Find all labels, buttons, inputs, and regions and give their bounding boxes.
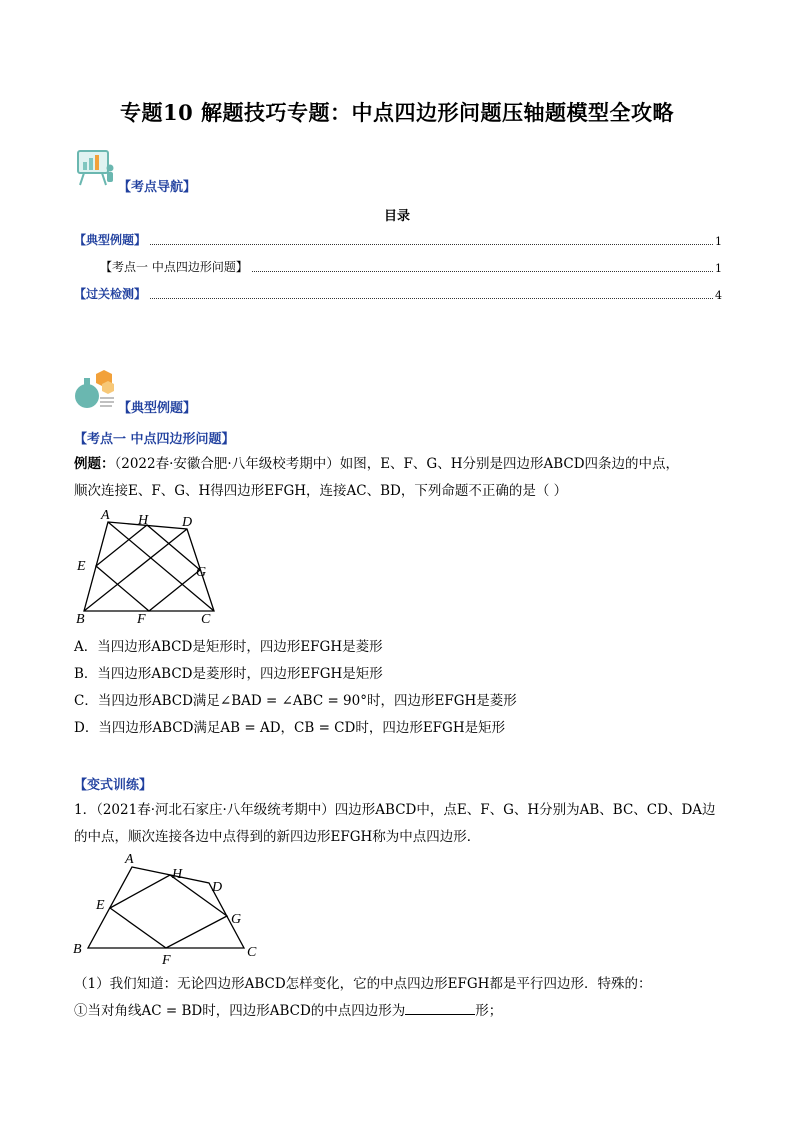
label-c: C xyxy=(247,945,257,960)
toc-leader xyxy=(150,298,713,299)
example-line-1 xyxy=(74,455,679,473)
label-h: H xyxy=(172,867,183,882)
quad-efgh xyxy=(96,525,200,611)
label-g: G xyxy=(196,565,207,580)
toc-entry-review[interactable] xyxy=(74,286,722,302)
toc-label: 【典型例题】 xyxy=(74,233,147,247)
option-a[interactable]: A．当四边形ABCD是矩形时，四边形EFGH是菱形 xyxy=(74,639,383,655)
toc-label: 【过关检测】 xyxy=(74,287,147,301)
toc-page: 1 xyxy=(715,262,722,275)
label-g: G xyxy=(231,912,242,927)
sub-2-prefix: ①当对角线AC = BD时，四边形ABCD的中点四边形为 xyxy=(74,1003,406,1019)
label-d: D xyxy=(182,515,193,530)
problem-1-sub-2 xyxy=(74,1002,502,1020)
whiteboard-icon xyxy=(74,148,116,188)
label-b: B xyxy=(73,942,82,957)
quad-abcd xyxy=(84,522,214,611)
toc-label: 【考点一 中点四边形问题】 xyxy=(100,260,248,274)
option-c[interactable]: C．当四边形ABCD满足∠BAD = ∠ABC = 90°时，四边形EFGH是菱形 xyxy=(74,693,517,709)
label-e: E xyxy=(77,559,86,574)
toc-page: 1 xyxy=(715,235,722,248)
problem-1-line-1: 1．（2021春·河北石家庄·八年级统考期中）四边形ABCD中，点E、F、G、H分别为AB、BC、CD、DA边 xyxy=(74,802,716,818)
variant-heading: 【变式训练】 xyxy=(74,778,153,793)
toc-leader xyxy=(252,271,713,272)
option-d[interactable]: D．当四边形ABCD满足AB = AD，CB = CD时，四边形EFGH是矩形 xyxy=(74,720,506,736)
label-f: F xyxy=(162,953,171,966)
toc-title: 目录 xyxy=(383,209,410,224)
problem-1-line-2: 的中点，顺次连接各边中点得到的新四边形EFGH称为中点四边形． xyxy=(74,829,481,845)
label-h: H xyxy=(138,513,149,528)
option-b[interactable]: B．当四边形ABCD是菱形时，四边形EFGH是矩形 xyxy=(74,666,383,682)
example-line-2: 顺次连接E、F、G、H得四边形EFGH，连接AC、BD，下列命题不正确的是（ ） xyxy=(74,483,568,499)
example-text: （2022春·安徽合肥·八年级校考期中）如图，E、F、G、H分别是四边形ABCD四条边的中点， xyxy=(114,456,680,472)
nav-heading: 【考点导航】 xyxy=(118,180,197,195)
page-title: 专题10 解题技巧专题：中点四边形问题压轴题模型全攻略 xyxy=(119,100,675,125)
toc-entry-topic-one[interactable] xyxy=(100,259,722,275)
figure-quadrilateral-1 xyxy=(70,505,230,630)
label-f: F xyxy=(137,612,146,627)
flask-icon xyxy=(72,370,116,412)
toc-entry-examples[interactable] xyxy=(74,232,722,248)
label-b: B xyxy=(76,612,85,627)
example-label: 例题： xyxy=(74,456,115,472)
label-a: A xyxy=(125,852,134,867)
label-c: C xyxy=(201,612,211,627)
label-a: A xyxy=(101,508,110,523)
quad-efgh xyxy=(110,875,227,948)
toc-page: 4 xyxy=(715,289,722,302)
toc-leader xyxy=(150,244,713,245)
answer-blank[interactable] xyxy=(405,1002,475,1015)
figure-quadrilateral-2 xyxy=(68,848,268,966)
topic-heading: 【考点一 中点四边形问题】 xyxy=(74,432,235,447)
sub-2-suffix: 形； xyxy=(475,1003,503,1019)
problem-1-sub-1: （1）我们知道：无论四边形ABCD怎样变化，它的中点四边形EFGH都是平行四边形．特殊的： xyxy=(74,976,652,992)
examples-heading: 【典型例题】 xyxy=(118,401,197,416)
label-e: E xyxy=(96,898,105,913)
label-d: D xyxy=(212,880,223,895)
